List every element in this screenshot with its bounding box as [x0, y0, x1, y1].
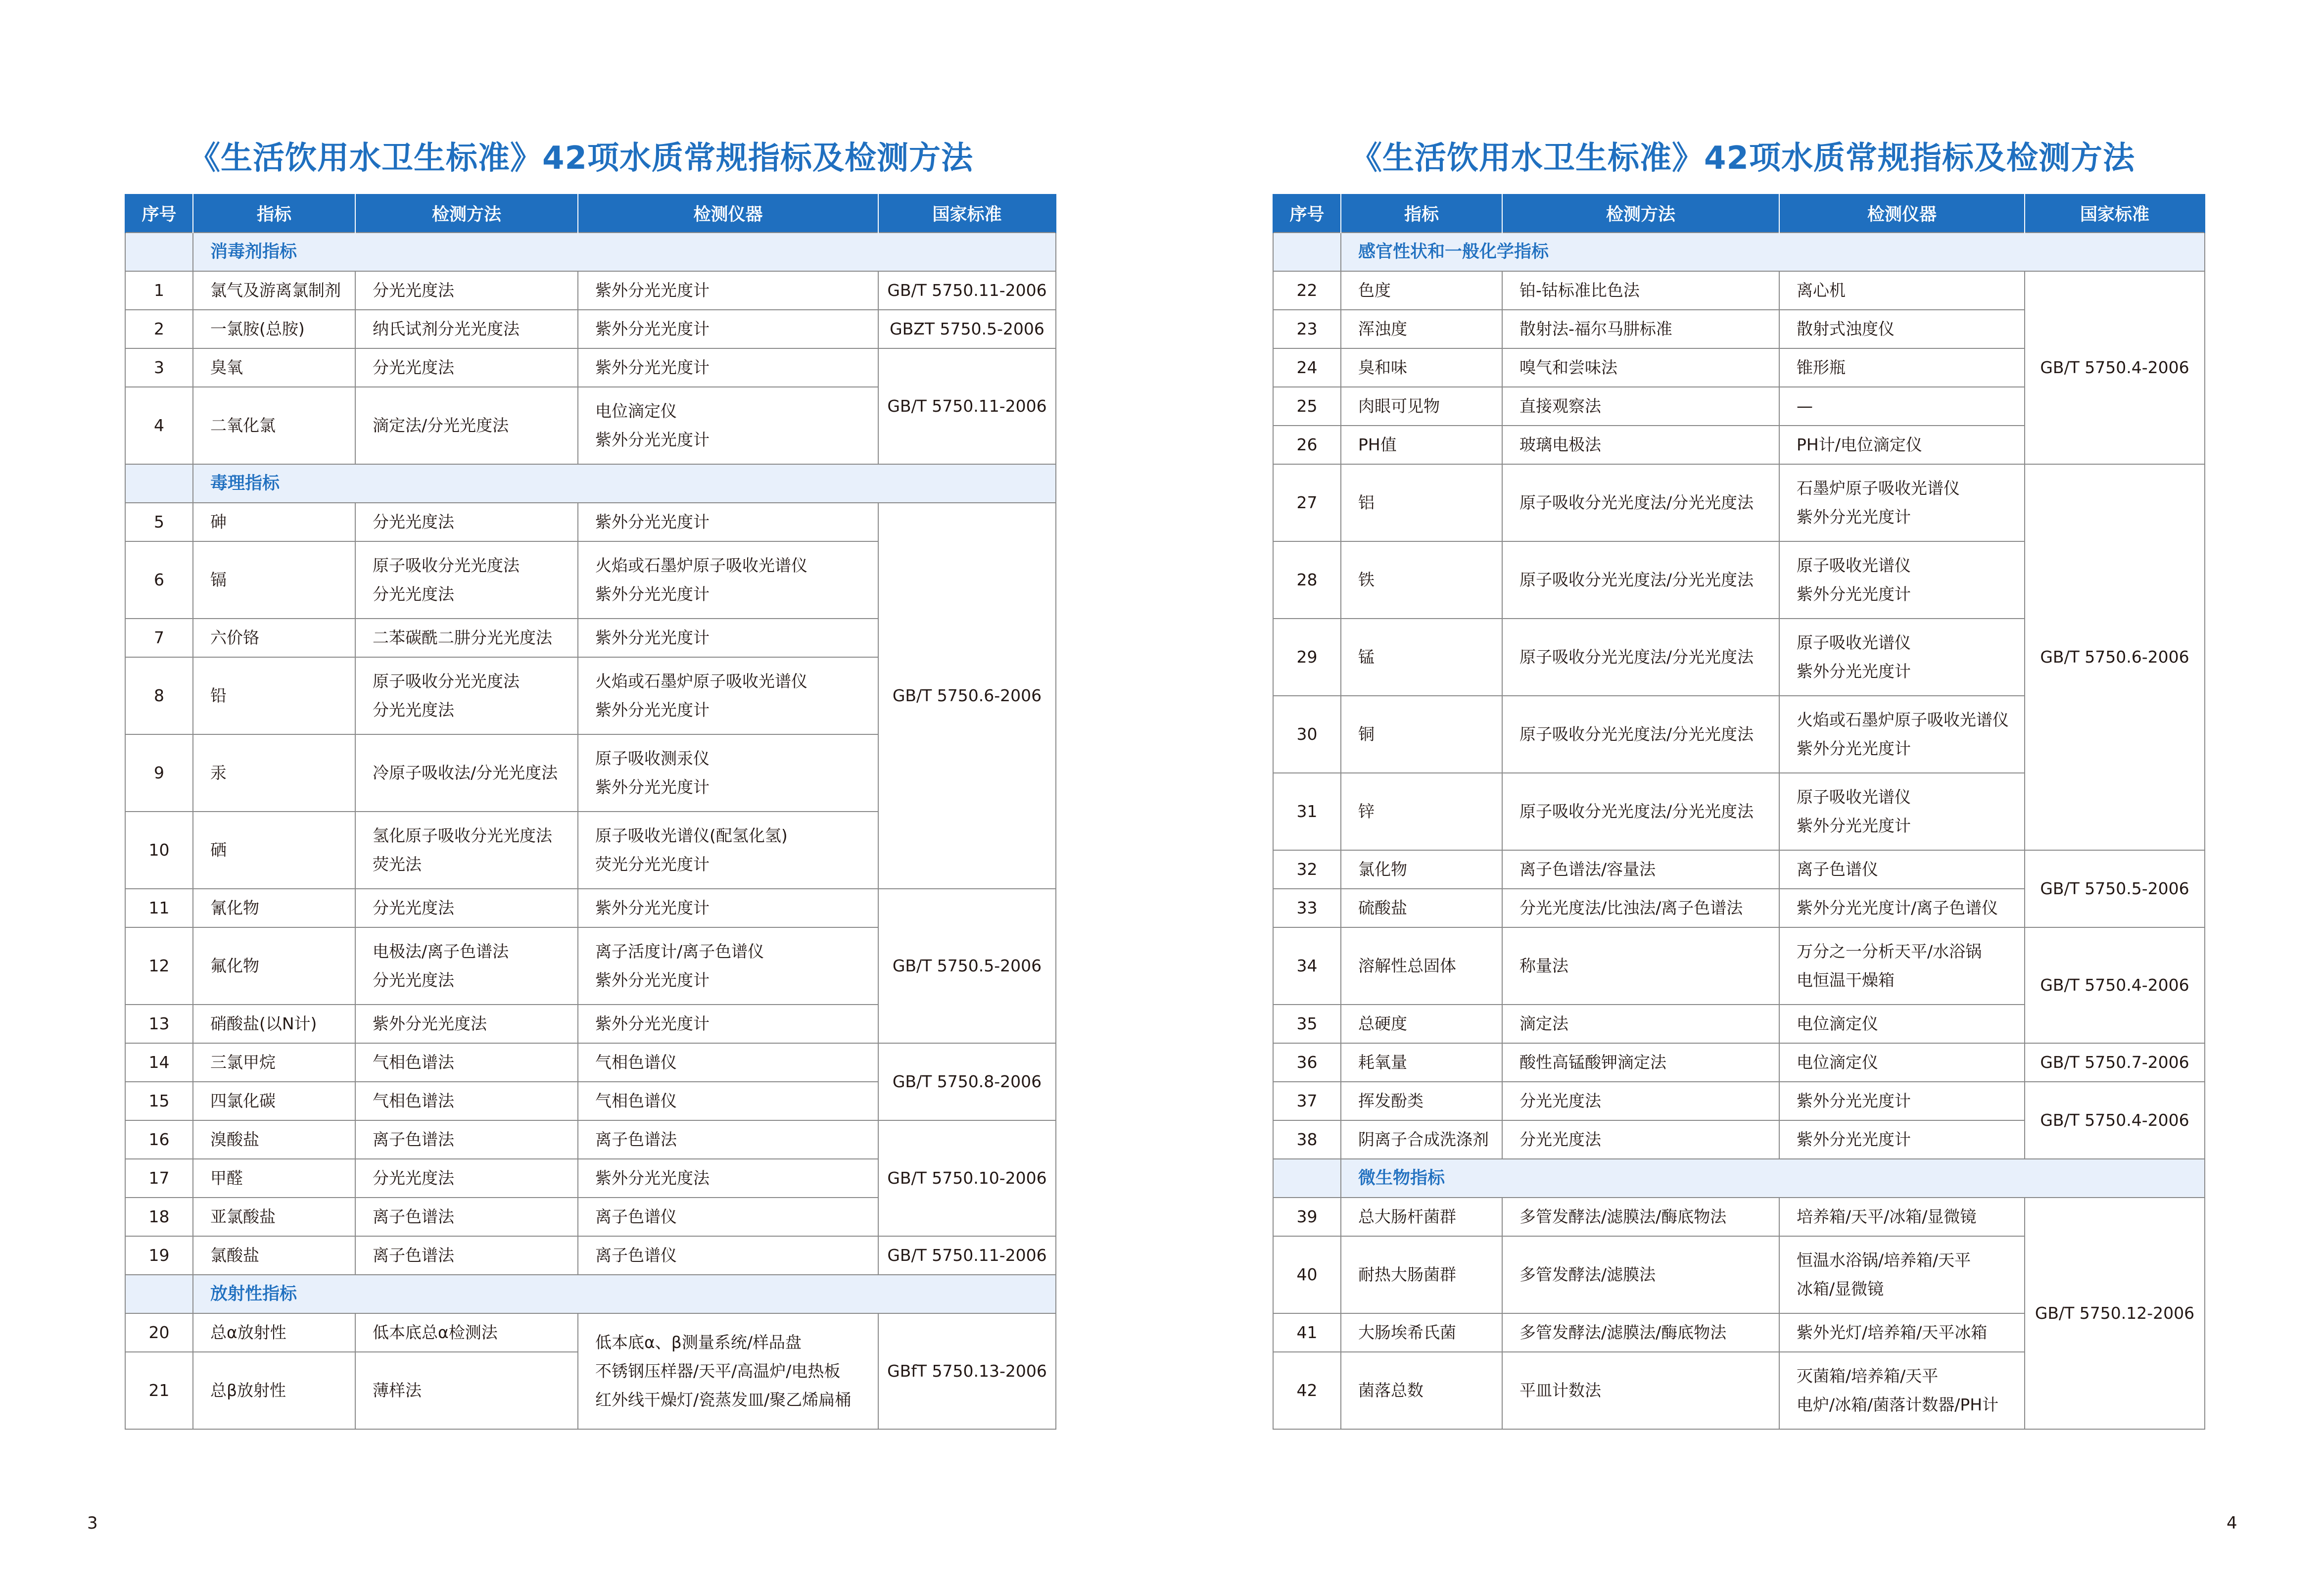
table-row: 4 二氧化氯 滴定法/分光光度法 电位滴定仪 紫外分光光度计: [125, 387, 1056, 464]
table-row: 37 挥发酚类 分光光度法 紫外分光光度计 GB/T 5750.4-2006: [1273, 1082, 2205, 1120]
table-row: 39 总大肠杆菌群 多管发酵法/滤膜法/酶底物法 培养箱/天平/冰箱/显微镜 GB/T 5750.12-2006: [1273, 1198, 2205, 1236]
table-row: 18 亚氯酸盐 离子色谱法 离子色谱仪: [125, 1198, 1056, 1236]
page-right: [1162, 0, 2324, 1588]
header-indicator: 指标: [193, 194, 355, 233]
page-number: 4: [2227, 1513, 2237, 1533]
page-title: 《生活饮用水卫生标准》42项水质常规指标及检测方法: [188, 140, 974, 177]
table-row: 34 溶解性总固体 称量法 万分之一分析天平/水浴锅 电恒温干燥箱 GB/T 5750.4-2006: [1273, 927, 2205, 1005]
table-row: 42 菌落总数 平皿计数法 灭菌箱/培养箱/天平 电炉/冰箱/菌落计数器/PH计: [1273, 1352, 2205, 1429]
table-row: 40 耐热大肠菌群 多管发酵法/滤膜法 恒温水浴锅/培养箱/天平 冰箱/显微镜: [1273, 1236, 2205, 1313]
table-row: 26 PH值 玻璃电极法 PH计/电位滴定仪: [1273, 426, 2205, 464]
table-row: 36 耗氧量 酸性高锰酸钾滴定法 电位滴定仪 GB/T 5750.7-2006: [1273, 1043, 2205, 1082]
table-row: 21 总β放射性 薄样法: [125, 1352, 1056, 1429]
section-title: 感官性状和一般化学指标: [1341, 233, 2205, 271]
table-row: 13 硝酸盐(以N计) 紫外分光光度法 紫外分光光度计: [125, 1005, 1056, 1043]
header-indicator: 指标: [1341, 194, 1502, 233]
table-row: 27 铝 原子吸收分光光度法/分光光度法 石墨炉原子吸收光谱仪 紫外分光光度计 GB/T 5750.6-2006: [1273, 464, 2205, 541]
table-row: 8 铅 原子吸收分光光度法 分光光度法 火焰或石墨炉原子吸收光谱仪 紫外分光光度计: [125, 657, 1056, 734]
section-row: [1273, 233, 2205, 271]
table-row: 16 溴酸盐 离子色谱法 离子色谱法 GB/T 5750.10-2006: [125, 1120, 1056, 1159]
table-row: 38 阴离子合成洗涤剂 分光光度法 紫外分光光度计: [1273, 1120, 2205, 1159]
table-header-row: [1273, 194, 2205, 233]
table-row: 7 六价铬 二苯碳酰二肼分光光度法 紫外分光光度计: [125, 619, 1056, 657]
table-row: 6 镉 原子吸收分光光度法 分光光度法 火焰或石墨炉原子吸收光谱仪 紫外分光光度计: [125, 541, 1056, 619]
section-row: [125, 233, 1056, 271]
table-row: 35 总硬度 滴定法 电位滴定仪: [1273, 1005, 2205, 1043]
header-no: 序号: [1273, 194, 1341, 233]
header-standard: 国家标准: [2025, 194, 2205, 233]
table-row: 32 氯化物 离子色谱法/容量法 离子色谱仪 GB/T 5750.5-2006: [1273, 850, 2205, 889]
table-row: 25 肉眼可见物 直接观察法 —: [1273, 387, 2205, 426]
table-row: 1 氯气及游离氯制剂 分光光度法 紫外分光光度计 GB/T 5750.11-2006: [125, 271, 1056, 310]
page-title: 《生活饮用水卫生标准》42项水质常规指标及检测方法: [1350, 140, 2135, 177]
table-row: 23 浑浊度 散射法-福尔马肼标准 散射式浊度仪: [1273, 310, 2205, 348]
table-row: 14 三氯甲烷 气相色谱法 气相色谱仪 GB/T 5750.8-2006: [125, 1043, 1056, 1082]
table-row: 29 锰 原子吸收分光光度法/分光光度法 原子吸收光谱仪 紫外分光光度计: [1273, 619, 2205, 696]
header-no: 序号: [125, 194, 193, 233]
section-title: 微生物指标: [1341, 1159, 2205, 1198]
header-standard: 国家标准: [878, 194, 1056, 233]
table-row: 11 氰化物 分光光度法 紫外分光光度计 GB/T 5750.5-2006: [125, 889, 1056, 927]
table-row: 15 四氯化碳 气相色谱法 气相色谱仪: [125, 1082, 1056, 1120]
table-row: 41 大肠埃希氏菌 多管发酵法/滤膜法/酶底物法 紫外光灯/培养箱/天平冰箱: [1273, 1313, 2205, 1352]
table-row: 30 铜 原子吸收分光光度法/分光光度法 火焰或石墨炉原子吸收光谱仪 紫外分光光度计: [1273, 696, 2205, 773]
header-method: 检测方法: [1502, 194, 1779, 233]
table-header-row: [125, 194, 1056, 233]
table-row: 31 锌 原子吸收分光光度法/分光光度法 原子吸收光谱仪 紫外分光光度计: [1273, 773, 2205, 850]
header-instrument: 检测仪器: [1779, 194, 2025, 233]
table-row: 28 铁 原子吸收分光光度法/分光光度法 原子吸收光谱仪 紫外分光光度计: [1273, 541, 2205, 619]
table-row: 24 臭和味 嗅气和尝味法 锥形瓶: [1273, 348, 2205, 387]
table-row: 2 一氯胺(总胺) 纳氏试剂分光光度法 紫外分光光度计 GBZT 5750.5-2006: [125, 310, 1056, 348]
header-method: 检测方法: [355, 194, 578, 233]
table-row: 5 砷 分光光度法 紫外分光光度计 GB/T 5750.6-2006: [125, 503, 1056, 541]
section-title: 放射性指标: [193, 1275, 1056, 1313]
table-row: 9 汞 冷原子吸收法/分光光度法 原子吸收测汞仪 紫外分光光度计: [125, 734, 1056, 812]
header-instrument: 检测仪器: [578, 194, 878, 233]
standards-table: [1273, 194, 2205, 1430]
page-number: 3: [87, 1513, 98, 1533]
table-row: 17 甲醛 分光光度法 紫外分光光度法: [125, 1159, 1056, 1198]
table-row: 12 氟化物 电极法/离子色谱法 分光光度法 离子活度计/离子色谱仪 紫外分光光度计: [125, 927, 1056, 1005]
table-row: 22 色度 铂-钴标准比色法 离心机 GB/T 5750.4-2006: [1273, 271, 2205, 310]
section-title: 毒理指标: [193, 464, 1056, 503]
table-row: 19 氯酸盐 离子色谱法 离子色谱仪 GB/T 5750.11-2006: [125, 1236, 1056, 1275]
standards-table: [125, 194, 1056, 1430]
section-row: [1273, 1159, 2205, 1198]
section-row: [125, 464, 1056, 503]
section-title: 消毒剂指标: [193, 233, 1056, 271]
table-row: 33 硫酸盐 分光光度法/比浊法/离子色谱法 紫外分光光度计/离子色谱仪: [1273, 889, 2205, 927]
table-row: 10 硒 氢化原子吸收分光光度法 荧光法 原子吸收光谱仪(配氢化氢) 荧光分光光度计: [125, 812, 1056, 889]
section-row: [125, 1275, 1056, 1313]
table-row: 3 臭氧 分光光度法 紫外分光光度计 GB/T 5750.11-2006: [125, 348, 1056, 387]
table-row: 20 总α放射性 低本底总α检测法 低本底α、β测量系统/样品盘 不锈钢压样器/天平/高温炉/电热板 红外线干燥灯/瓷蒸发皿/聚乙烯扁桶 GBfT 5750.13-2006: [125, 1313, 1056, 1352]
